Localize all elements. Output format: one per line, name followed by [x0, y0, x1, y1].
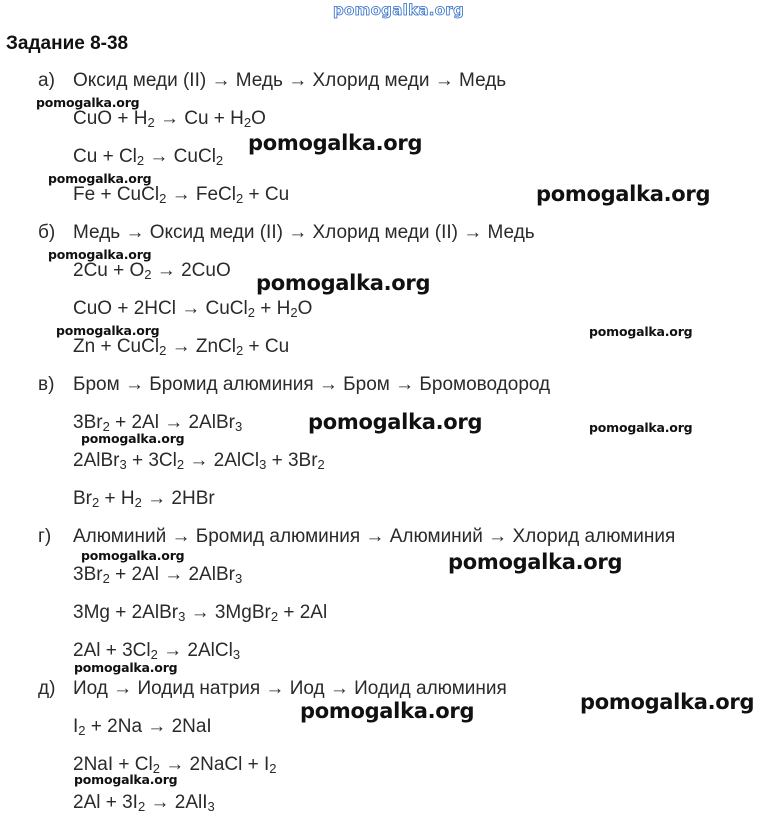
formula-text: + 3Br [266, 450, 318, 471]
section-b-chain: Медь → Оксид меди (II) → Хлорид меди (II) → Медь [73, 222, 535, 243]
formula-text: 3Mg + 2AlBr [73, 602, 179, 623]
formula-text: + 2Na → 2NaI [85, 716, 212, 737]
watermark: pomogalka.org [248, 131, 423, 155]
watermark: pomogalka.org [81, 548, 185, 563]
formula-text: Br [73, 488, 92, 509]
formula-text: → 2AlI [145, 792, 208, 813]
subscript: 2 [176, 457, 185, 472]
formula-text: → FeCl [166, 184, 236, 205]
section-g-letter: г) [38, 526, 52, 547]
subscript: 2 [147, 115, 155, 130]
subscript: 2 [290, 305, 298, 320]
formula-text: 3Br [73, 412, 103, 433]
watermark: pomogalka.org [81, 431, 185, 446]
watermark: pomogalka.org [580, 690, 755, 714]
formula-text: 2NaI + Cl [73, 754, 153, 775]
formula-text: + 2Al → 2AlBr [109, 564, 235, 585]
section-v-equation-3 [73, 487, 215, 511]
formula-text: 3Br [73, 564, 103, 585]
subscript: 3 [232, 647, 241, 662]
watermark: pomogalka.org [448, 550, 623, 574]
site-header-logo[interactable]: pomogalka.org [333, 1, 465, 19]
formula-text: Fe + CuCl [73, 184, 160, 205]
watermark: pomogalka.org [308, 410, 483, 434]
formula-text: + Cu [243, 184, 290, 205]
watermark: pomogalka.org [74, 772, 178, 787]
subscript: 3 [234, 419, 243, 434]
subscript: 2 [136, 153, 145, 168]
section-a-equation-3 [73, 183, 289, 207]
formula-text: + 2Al → 2AlBr [109, 412, 235, 433]
formula-text: → Cu + H [154, 108, 244, 129]
subscript: 2 [235, 191, 244, 206]
watermark: pomogalka.org [300, 699, 475, 723]
section-d-chain: Иод → Иодид натрия → Иод → Иодид алюминия [73, 678, 507, 699]
subscript: 2 [102, 419, 110, 434]
formula-text: O [297, 298, 313, 319]
formula-text: → ZnCl [166, 336, 236, 357]
subscript: 2 [317, 457, 325, 472]
subscript: 2 [102, 571, 110, 586]
section-b-letter: б) [38, 222, 56, 243]
section-g-equation-2 [73, 601, 327, 625]
subscript: 3 [178, 609, 186, 624]
formula-text: I [73, 716, 79, 737]
section-d-equation-1 [73, 715, 212, 739]
subscript: 2 [215, 153, 224, 168]
formula-text: 2Al + 3Cl [73, 640, 151, 661]
section-d-equation-3 [73, 791, 215, 815]
section-g-chain: Алюминий → Бромид алюминия → Алюминий → Хлорид алюминия [73, 526, 676, 547]
subscript: 2 [134, 495, 142, 510]
subscript: 2 [159, 191, 167, 206]
watermark: pomogalka.org [74, 660, 178, 675]
subscript: 2 [152, 761, 160, 776]
formula-text: 2Al + 3I [73, 792, 138, 813]
watermark: pomogalka.org [56, 323, 160, 338]
formula-text: Cu + Cl [73, 146, 137, 167]
section-v-letter: в) [38, 374, 55, 395]
formula-text: → 2AlCl [184, 450, 260, 471]
formula-text: → 2NaCl + I [159, 754, 270, 775]
watermark: pomogalka.org [589, 420, 693, 435]
subscript: 3 [119, 457, 127, 472]
formula-text: + 2Al [278, 602, 328, 623]
subscript: 2 [159, 343, 167, 358]
subscript: 3 [207, 799, 215, 814]
formula-text: + H [254, 298, 291, 319]
subscript: 2 [150, 647, 158, 662]
formula-text: → 2AlCl [157, 640, 233, 661]
section-v-equation-2 [73, 449, 325, 473]
formula-text: → 2CuO [151, 260, 231, 281]
section-a-equation-1 [73, 107, 266, 131]
task-title: Задание 8-38 [6, 33, 129, 54]
watermark: pomogalka.org [589, 324, 693, 339]
subscript: 2 [92, 495, 100, 510]
formula-text: CuO + 2HCl → CuCl [73, 298, 248, 319]
watermark: pomogalka.org [536, 182, 711, 206]
watermark: pomogalka.org [48, 171, 152, 186]
formula-text: + H [99, 488, 135, 509]
formula-text: O [251, 108, 266, 129]
section-b-equation-3 [73, 335, 289, 359]
section-a-equation-2 [73, 145, 223, 169]
subscript: 2 [78, 723, 86, 738]
formula-text: → CuCl [144, 146, 216, 167]
subscript: 2 [270, 609, 279, 624]
formula-text: 2Cu + O [73, 260, 145, 281]
formula-text: + Cu [243, 336, 290, 357]
section-b-equation-1 [73, 259, 231, 283]
formula-text: → 2HBr [141, 488, 215, 509]
watermark: pomogalka.org [36, 95, 140, 110]
formula-text: + 3Cl [126, 450, 177, 471]
subscript: 2 [235, 343, 244, 358]
section-g-equation-1 [73, 563, 242, 587]
subscript: 3 [234, 571, 243, 586]
watermark: pomogalka.org [256, 271, 431, 295]
section-a-letter: а) [38, 70, 55, 91]
section-d-letter: д) [38, 678, 56, 699]
formula-text: CuO + H [73, 108, 148, 129]
formula-text: Zn + CuCl [73, 336, 160, 357]
formula-text: 2AlBr [73, 450, 120, 471]
subscript: 2 [243, 115, 252, 130]
section-a-chain: Оксид меди (II) → Медь → Хлорид меди → Медь [73, 70, 507, 91]
subscript: 2 [137, 799, 146, 814]
formula-text: → 3MgBr [185, 602, 271, 623]
subscript: 2 [247, 305, 255, 320]
section-b-equation-2 [73, 297, 312, 321]
subscript: 3 [259, 457, 267, 472]
section-v-chain: Бром → Бромид алюминия → Бром → Бромоводород [73, 374, 551, 395]
watermark: pomogalka.org [48, 247, 152, 262]
subscript: 2 [144, 267, 152, 282]
subscript: 2 [269, 761, 277, 776]
